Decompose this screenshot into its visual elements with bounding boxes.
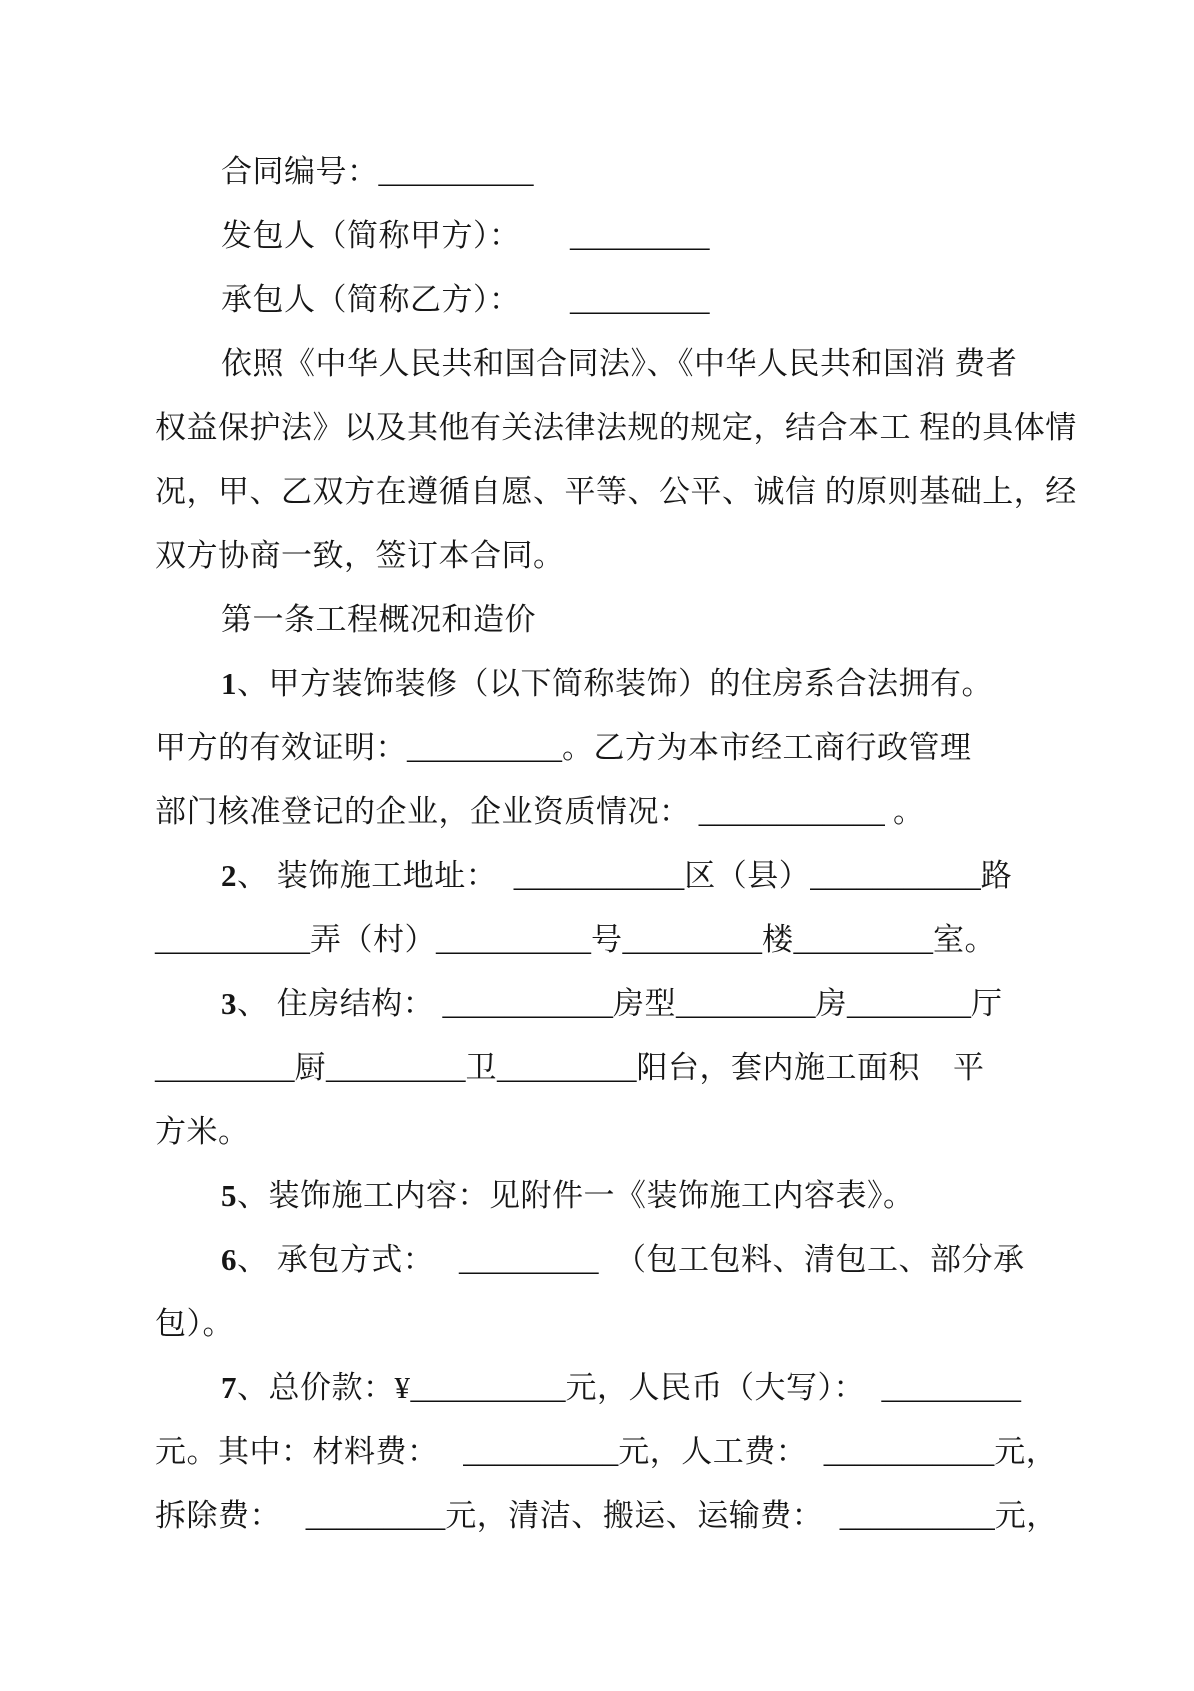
- preamble-line-1: [155, 332, 1055, 396]
- text-run: 元，人工费：: [618, 1434, 808, 1469]
- text-run: 甲方的有效证明：: [155, 730, 407, 765]
- text-run: 元。其中：材料费：: [155, 1434, 439, 1469]
- text-run: 包）。: [155, 1306, 234, 1341]
- text-run: 元，清洁、搬运、运输费：: [445, 1498, 824, 1533]
- text-run: 、总价款：¥: [237, 1370, 411, 1405]
- clause-3-line-1: [155, 972, 1055, 1036]
- text-run: 发包人（简称甲方）：: [221, 218, 521, 253]
- blank-field: __________: [378, 154, 534, 189]
- article-1-heading: [155, 588, 1055, 652]
- text-run: 元，: [994, 1498, 1058, 1533]
- text-run: 、甲方装饰装修（以下简称装饰）的住房系合法拥有。: [237, 666, 993, 701]
- text-run: 路: [980, 858, 1013, 893]
- clause-3-line-3: [155, 1100, 1055, 1164]
- preamble-line-4: [155, 524, 1055, 588]
- text-run: 部门核准登记的企业，企业资质情况：: [155, 794, 691, 829]
- blank-field: ___________: [823, 1434, 995, 1469]
- text-run: 号: [591, 922, 623, 957]
- clause-number: 5: [221, 1178, 237, 1213]
- party-a-line: [155, 204, 1055, 268]
- text-run: 元，人民币（大写）：: [565, 1370, 865, 1405]
- blank-field: _________: [676, 986, 816, 1021]
- text-run: 。: [884, 794, 925, 829]
- blank-field: __________: [407, 730, 562, 765]
- text-run: [521, 282, 571, 317]
- text-run: 第一条工程概况和造价: [221, 602, 536, 637]
- clause-5-line: [155, 1164, 1055, 1228]
- clause-number: 6: [221, 1242, 237, 1277]
- text-run: 、装饰施工内容：见附件一《装饰施工内容表》。: [237, 1178, 915, 1213]
- text-run: 双方协商一致，签订本合同。: [155, 538, 565, 573]
- text-run: （包工包料、清包工、部分承: [598, 1242, 1025, 1277]
- clause-6-line-2: [155, 1292, 1055, 1356]
- text-run: [807, 1434, 824, 1469]
- text-run: 区（县）: [684, 858, 811, 893]
- clause-1-line-3: [155, 780, 1055, 844]
- clause-7-line-1: [155, 1356, 1055, 1420]
- blank-field: ____________: [698, 794, 885, 829]
- clause-6-line-1: [155, 1228, 1055, 1292]
- clause-1-line-2: [155, 716, 1055, 780]
- text-run: 弄（村）: [310, 922, 436, 957]
- text-run: 室。: [933, 922, 996, 957]
- clause-7-line-2: [155, 1420, 1058, 1484]
- text-run: [281, 1498, 306, 1533]
- contract-document: [155, 140, 1077, 1548]
- text-run: 、 承包方式：: [237, 1242, 435, 1277]
- text-run: [434, 986, 442, 1021]
- clause-2-line-2: [155, 908, 1055, 972]
- clause-number: 2: [221, 858, 237, 893]
- text-run: 承包人（简称乙方）：: [221, 282, 521, 317]
- clause-1-line-1: [155, 652, 1055, 716]
- blank-field: _________: [793, 922, 933, 957]
- clause-number: 7: [221, 1370, 237, 1405]
- blank-field: __________: [436, 922, 591, 957]
- clause-number: 1: [221, 666, 237, 701]
- text-run: 房: [815, 986, 847, 1021]
- text-run: 合同编号：: [221, 154, 379, 189]
- text-run: 厅: [971, 986, 1003, 1021]
- text-run: 依照《中华人民共和国合同法》、《中华人民共和国消 费者: [221, 346, 1018, 381]
- blank-field: _________: [881, 1370, 1021, 1405]
- blank-field: ___________: [442, 986, 613, 1021]
- text-run: [439, 1434, 464, 1469]
- blank-field: _________: [570, 282, 710, 317]
- text-run: [521, 218, 571, 253]
- text-run: 。乙方为本市经工商行政管理: [562, 730, 972, 765]
- blank-field: ___________: [810, 858, 981, 893]
- text-run: 方米。: [155, 1114, 250, 1149]
- clause-3-line-2: [155, 1036, 1055, 1100]
- text-run: 厨: [294, 1050, 326, 1085]
- text-run: 元，: [994, 1434, 1058, 1469]
- blank-field: __________: [155, 922, 310, 957]
- text-run: [691, 794, 699, 829]
- text-run: 拆除费：: [155, 1498, 281, 1533]
- blank-field: ___________: [513, 858, 685, 893]
- blank-field: _________: [155, 1050, 295, 1085]
- text-run: 、 装饰施工地址：: [237, 858, 498, 893]
- text-run: 房型: [613, 986, 676, 1021]
- text-run: 卫: [465, 1050, 497, 1085]
- text-run: 阳台，套内施工面积: [636, 1050, 920, 1085]
- party-b-line: [155, 268, 1055, 332]
- text-run: [497, 858, 514, 893]
- blank-field: _________: [622, 922, 762, 957]
- preamble-line-3: [155, 460, 1077, 524]
- text-run: 楼: [762, 922, 794, 957]
- blank-field: ________: [847, 986, 971, 1021]
- blank-field: _________: [459, 1242, 599, 1277]
- text-run: [823, 1498, 840, 1533]
- preamble-line-2: [155, 396, 1077, 460]
- clause-7-line-3: [155, 1484, 1058, 1548]
- text-run: [434, 1242, 459, 1277]
- blank-field: _________: [497, 1050, 637, 1085]
- text-run: 权益保护法》以及其他有关法律法规的规定，结合本工 程的具体情: [155, 410, 1077, 445]
- clause-number: 3: [221, 986, 237, 1021]
- blank-field: _________: [305, 1498, 446, 1533]
- blank-field: _________: [570, 218, 710, 253]
- contract-number-line: [155, 140, 1055, 204]
- text-run: [865, 1370, 882, 1405]
- blank-field: _________: [326, 1050, 466, 1085]
- text-run: 平: [953, 1050, 985, 1085]
- text-run: 、 住房结构：: [237, 986, 435, 1021]
- text-run: [920, 1050, 953, 1085]
- blank-field: __________: [410, 1370, 566, 1405]
- blank-field: __________: [839, 1498, 995, 1533]
- text-run: 况，甲、乙双方在遵循自愿、平等、公平、诚信 的原则基础上，经: [155, 474, 1077, 509]
- blank-field: __________: [463, 1434, 619, 1469]
- clause-2-line-1: [155, 844, 1055, 908]
